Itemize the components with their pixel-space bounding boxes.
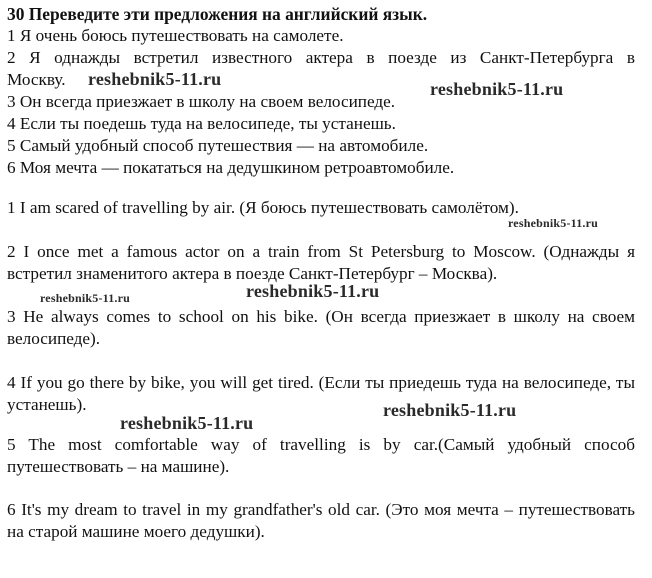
answer-2: 2 I once met a famous actor on a train from St Petersburg to Moscow. (Однажды я встретил знаменитого актера в поезде Санкт-Петербург – Москва). — [7, 242, 635, 283]
task-sentence-4: 4 Если ты поедешь туда на велосипеде, ты устанешь. — [7, 114, 396, 133]
watermark: reshebnik5-11.ru — [120, 413, 254, 433]
task-sentence-2-cont: Москву. — [7, 70, 66, 89]
watermark: reshebnik5-11.ru — [246, 281, 380, 301]
task-sentence-3: 3 Он всегда приезжает в школу на своем велосипеде. — [7, 92, 396, 111]
answer-6: 6 It's my dream to travel in my grandfather's old car. (Это моя мечта – путешествовать на старой машине моего дедушки). — [7, 500, 635, 541]
task-sentence-1: 1 Я очень боюсь путешествовать на самолете. — [7, 26, 344, 45]
task-sentence-5: 5 Самый удобный способ путешествия — на автомобиле. — [7, 136, 429, 155]
answer-4: 4 If you go there by bike, you will get tired. (Если ты приедешь туда на велосипеде, ты устанешь). — [7, 373, 635, 414]
task-title: 30 Переведите эти предложения на английский язык. — [7, 4, 428, 24]
watermark: reshebnik5-11.ru — [40, 291, 130, 305]
answer-5: 5 The most comfortable way of travelling is by car.(Самый удобный способ путешествовать – на машине). — [7, 435, 635, 476]
watermark: reshebnik5-11.ru — [88, 69, 222, 89]
task-sentence-2: 2 Я однажды встретил известного актера в поезде из Санкт-Петербурга в — [7, 48, 635, 67]
watermark: reshebnik5-11.ru — [508, 216, 598, 230]
answer-1: 1 I am scared of travelling by air. (Я боюсь путешествовать самолётом). — [7, 198, 519, 217]
task-sentence-6: 6 Моя мечта — покататься на дедушкином ретроавтомобиле. — [7, 158, 455, 177]
answer-3: 3 He always comes to school on his bike. (Он всегда приезжает в школу на своем велосипеде). — [7, 307, 635, 348]
watermark: reshebnik5-11.ru — [383, 400, 517, 420]
watermark: reshebnik5-11.ru — [430, 79, 564, 99]
